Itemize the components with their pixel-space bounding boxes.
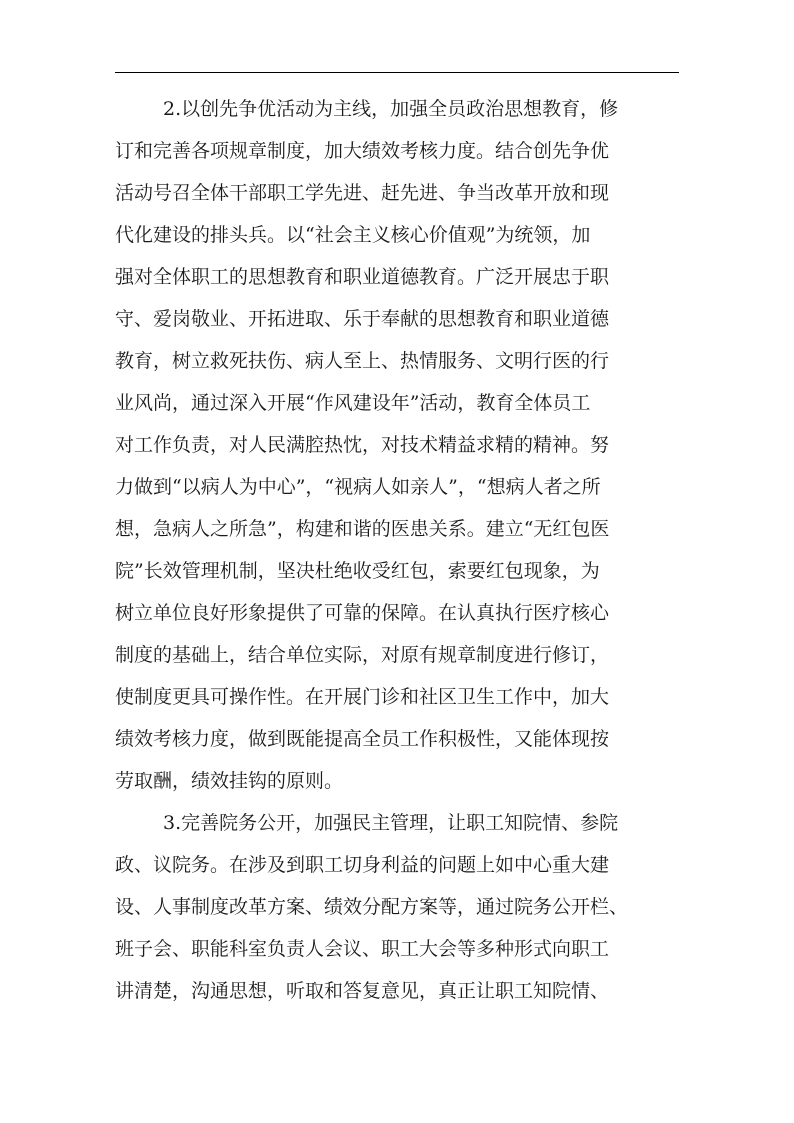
text-line: 守、爱岗敬业、开拓进取、乐于奉献的思想教育和职业道德 xyxy=(115,308,610,330)
text-line: 活动号召全体干部职工学先进、赶先进、争当改革开放和现 xyxy=(115,182,610,204)
text-line: 制度的基础上，结合单位实际，对原有规章制度进行修订， xyxy=(115,644,610,666)
text-line: 代化建设的排头兵。以“社会主义核心价值观”为统领，加 xyxy=(115,224,591,246)
text-line: 设、人事制度改革方案、绩效分配方案等，通过院务公开栏、 xyxy=(115,896,629,918)
text-line: 业风尚，通过深入开展“作风建设年”活动，教育全体员工 xyxy=(115,392,591,414)
header-rule xyxy=(115,72,679,73)
text-line: 对工作负责，对人民满腔热忱，对技术精益求精的精神。努 xyxy=(115,434,610,456)
text-line: 树立单位良好形象提供了可靠的保障。在认真执行医疗核心 xyxy=(115,602,610,624)
text-line: 劳取酬，绩效挂钩的原则。 xyxy=(115,770,344,792)
text-line: 强对全体职工的思想教育和职业道德教育。广泛开展忠于职 xyxy=(115,266,610,288)
text-line: 教育，树立救死扶伤、病人至上、热情服务、文明行医的行 xyxy=(115,350,610,372)
text-line: 班子会、职能科室负责人会议、职工大会等多种形式向职工 xyxy=(115,938,610,960)
text-line: 想，急病人之所急”，构建和谐的医患关系。建立“无红包医 xyxy=(115,518,610,540)
text-line: 订和完善各项规章制度，加大绩效考核力度。结合创先争优 xyxy=(115,140,610,162)
text-line: 力做到“以病人为中心”，“视病人如亲人”，“想病人者之所 xyxy=(115,476,601,498)
text-line: 2.以创先争优活动为主线，加强全员政治思想教育，修 xyxy=(163,98,619,120)
text-line: 使制度更具可操作性。在开展门诊和社区卫生工作中，加大 xyxy=(115,686,610,708)
text-line: 政、议院务。在涉及到职工切身利益的问题上如中心重大建 xyxy=(115,854,610,876)
text-line: 3.完善院务公开，加强民主管理，让职工知院情、参院 xyxy=(163,812,619,834)
text-line: 院”长效管理机制，坚决杜绝收受红包，索要红包现象，为 xyxy=(115,560,600,582)
text-line: 讲清楚，沟通思想，听取和答复意见，真正让职工知院情、 xyxy=(115,980,610,1002)
text-line: 绩效考核力度，做到既能提高全员工作积极性，又能体现按 xyxy=(115,728,610,750)
